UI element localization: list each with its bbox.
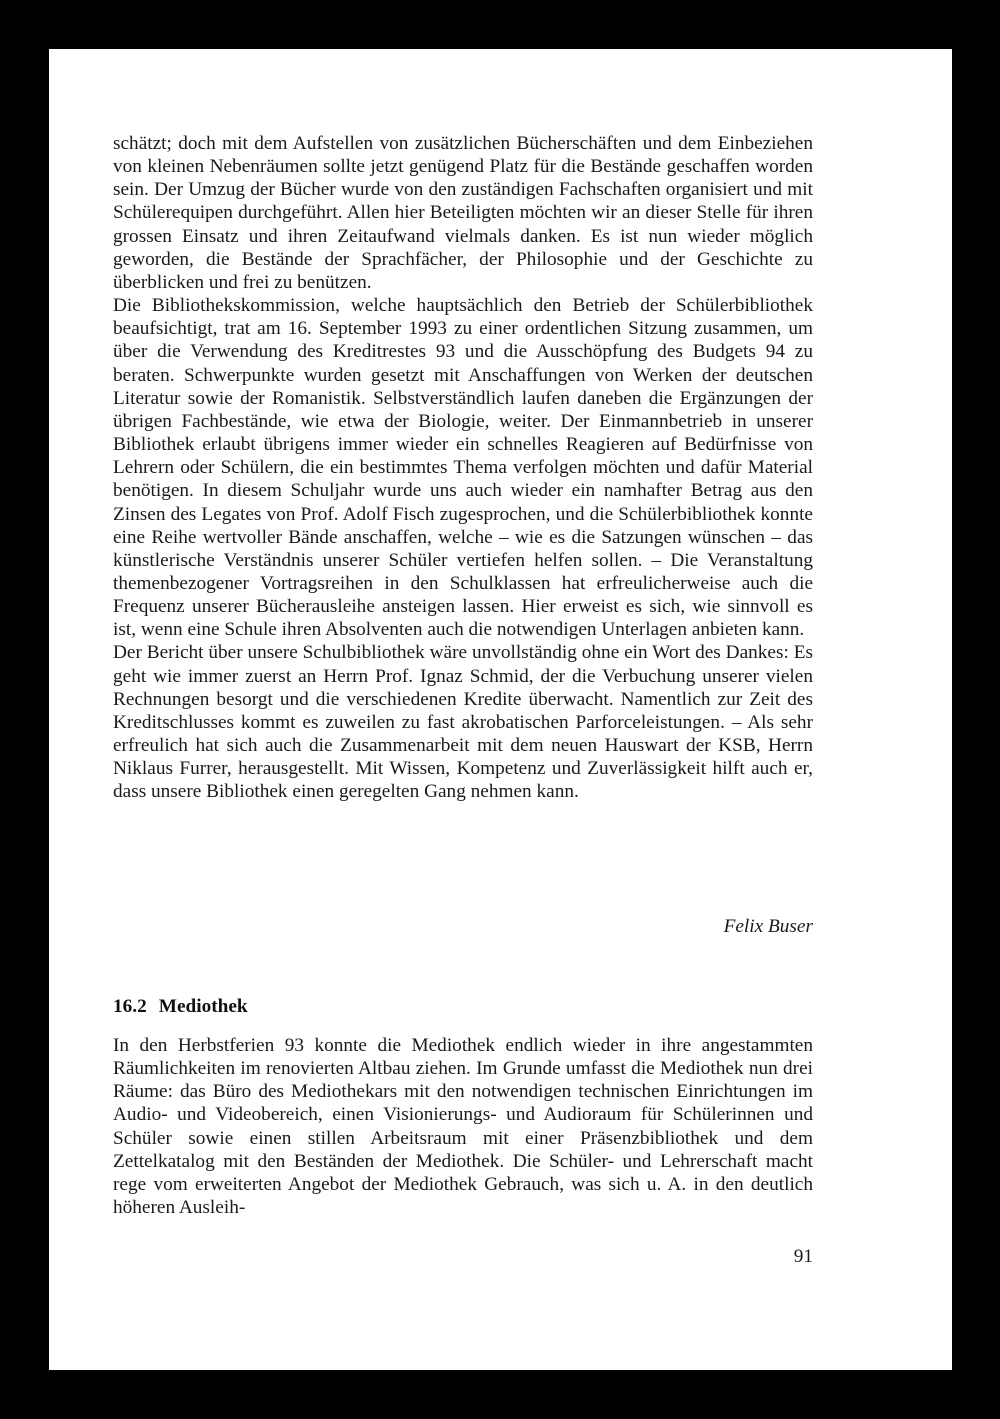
- document-page: [49, 49, 952, 1370]
- library-report-text: [113, 132, 813, 804]
- section-number: 16.2: [113, 996, 147, 1017]
- paragraph-shelf-space: schätzt; doch mit dem Aufstellen von zusätzlichen Bücherschäften und dem Einbeziehen von kleinen Nebenräumen sollte jetzt genügend Platz für die Bestände geschaffen worden sein. Der Umzug der Bücher wurde von den zuständigen Fachschaften organisiert und mit Schülerequipen durchgeführt. Allen hier Beteiligten möchten wir an dieser Stelle für ihren grossen Einsatz und ihren Zeitaufwand vielmals danken. Es ist nun wieder möglich geworden, die Bestände der Sprachfächer, der Philosophie und der Geschichte zu überblicken und frei zu benützen.: [113, 133, 813, 293]
- paragraph-acknowledgements: Der Bericht über unsere Schulbibliothek wäre unvollständig ohne ein Wort des Dankes: Es geht wie immer zuerst an Herrn Prof. Ignaz Schmid, der die Verbuchung unserer vielen Rechnungen besorgt und die verschiedenen Kredite überwacht. Namentlich zur Zeit des Kreditschlusses kommt es zuweilen zu fast akrobatischen Parforceleistungen. – Als sehr erfreulich hat sich auch die Zusammenarbeit mit dem neuen Hauswart der KSB, Herrn Niklaus Furrer, herausgestellt. Mit Wissen, Kompetenz und Zuverlässigkeit hilft auch er, dass unsere Bibliothek einen geregelten Gang nehmen kann.: [113, 642, 813, 803]
- section-heading: [113, 995, 248, 1018]
- mediothek-text: [113, 1034, 813, 1219]
- paragraph-mediothek: In den Herbstferien 93 konnte die Mediothek endlich wieder in ihre angestammten Räumlichkeiten im renovierten Altbau ziehen. Im Grunde umfasst die Mediothek nun drei Räume: das Büro des Mediothekars mit den notwendigen technischen Einrichtungen im Audio- und Videobereich, einen Visionierungs- und Audioraum für Schülerinnen und Schüler sowie einen stillen Arbeitsraum mit einer Präsenzbibliothek und dem Zettelkatalog mit den Beständen der Mediothek. Die Schüler- und Lehrerschaft macht rege vom erweiterten Angebot der Mediothek Gebrauch, was sich u. A. in den deutlich höheren Ausleih-: [113, 1035, 813, 1219]
- paragraph-library-commission: Die Bibliothekskommission, welche hauptsächlich den Betrieb der Schülerbibliothek beaufsichtigt, trat am 16. September 1993 zu einer ordentlichen Sitzung zusammen, um über die Verwendung des Kreditrestes 93 und die Ausschöpfung des Budgets 94 zu beraten. Schwerpunkte wurden gesetzt mit Anschaffungen von Werken der deutschen Literatur sowie der Romanistik. Selbstverständlich laufen daneben die Ergänzungen der übrigen Fachbestände, wie etwa der Biologie, weiter. Der Einmannbetrieb in unserer Bibliothek erlaubt übrigens immer wieder ein schnelles Reagieren auf Bedürfnisse von Lehrern oder Schülern, die ein bestimmtes Thema verfolgen möchten und dafür Material benötigen. In diesem Schuljahr wurde uns auch wieder ein namhafter Betrag aus den Zinsen des Legates von Prof. Adolf Fisch zugesprochen, und die Schülerbibliothek konnte eine Reihe wertvoller Bände anschaffen, welche – wie es die Satzungen wünschen – das künstlerische Verständnis unserer Schüler vertiefen helfen sollen. – Die Veranstaltung themenbezogener Vortragsreihen in den Schulklassen hat erfreulicherweise auch die Frequenz unserer Bücherausleihe ansteigen lassen. Hier erweist es sich, wie sinnvoll es ist, wenn eine Schule ihren Absolventen auch die notwendigen Unterlagen anbieten kann.: [113, 295, 813, 641]
- author-signature: Felix Buser: [723, 916, 813, 937]
- section-title: Mediothek: [158, 996, 248, 1017]
- page-number: 91: [793, 1246, 813, 1267]
